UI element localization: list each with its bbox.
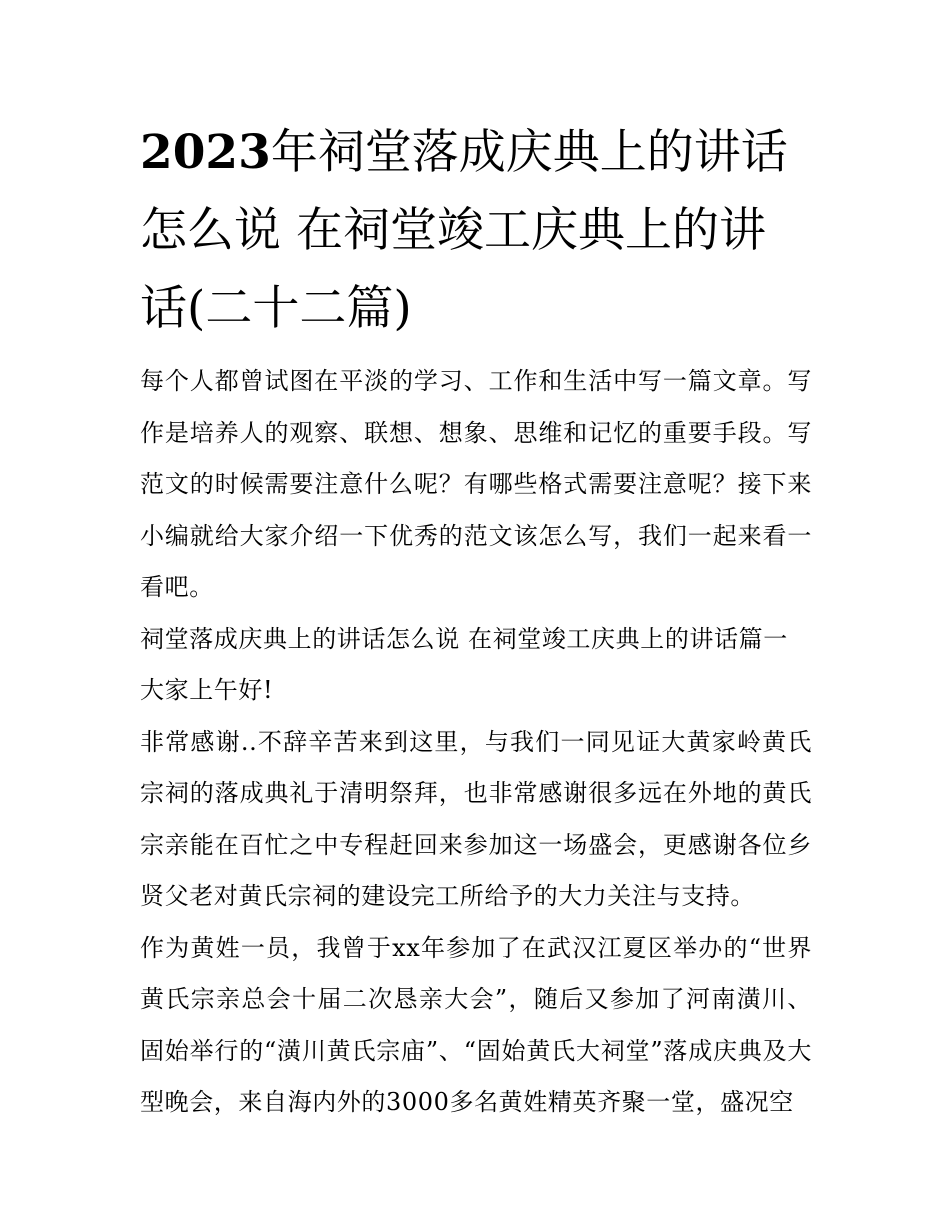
document-title bbox=[140, 114, 812, 348]
section-heading: 祠堂落成庆典上的讲话怎么说 在祠堂竣工庆典上的讲话篇一 bbox=[140, 624, 788, 653]
title-text: 年祠堂落成庆典上的讲话怎么说 在祠堂竣工庆典上的讲话(二十二篇) bbox=[140, 125, 788, 336]
body-paragraph: 作为黄姓一员，我曾于xx年参加了在武汉江夏区举办的“世界黄氏宗亲总会十届二次恳亲大会”，随后又参加了河南潢川、固始举行的“潢川黄氏宗庙”、“固始黄氏大祠堂”落成庆典及大型晚会，来自海内外的3000多名黄姓精英齐聚一堂，盛况空 bbox=[140, 933, 812, 1116]
body-paragraph: 非常感谢..不辞辛苦来到这里，与我们一同见证大黄家岭黄氏宗祠的落成典礼于清明祭拜，也非常感谢很多远在外地的黄氏宗亲能在百忙之中专程赶回来参加这一场盛会，更感谢各位乡贤父老对黄氏宗祠的建设完工所给予的大力关注与支持。 bbox=[140, 727, 812, 910]
intro-paragraph: 每个人都曾试图在平淡的学习、工作和生活中写一篇文章。写作是培养人的观察、联想、想象、思维和记忆的重要手段。写范文的时候需要注意什么呢？有哪些格式需要注意呢？接下来小编就给大家介绍一下优秀的范文该怎么写，我们一起来看一看吧。 bbox=[140, 367, 812, 601]
title-year: 2023 bbox=[140, 125, 271, 180]
document-body bbox=[140, 114, 812, 1129]
greeting-paragraph: 大家上午好! bbox=[140, 676, 274, 704]
